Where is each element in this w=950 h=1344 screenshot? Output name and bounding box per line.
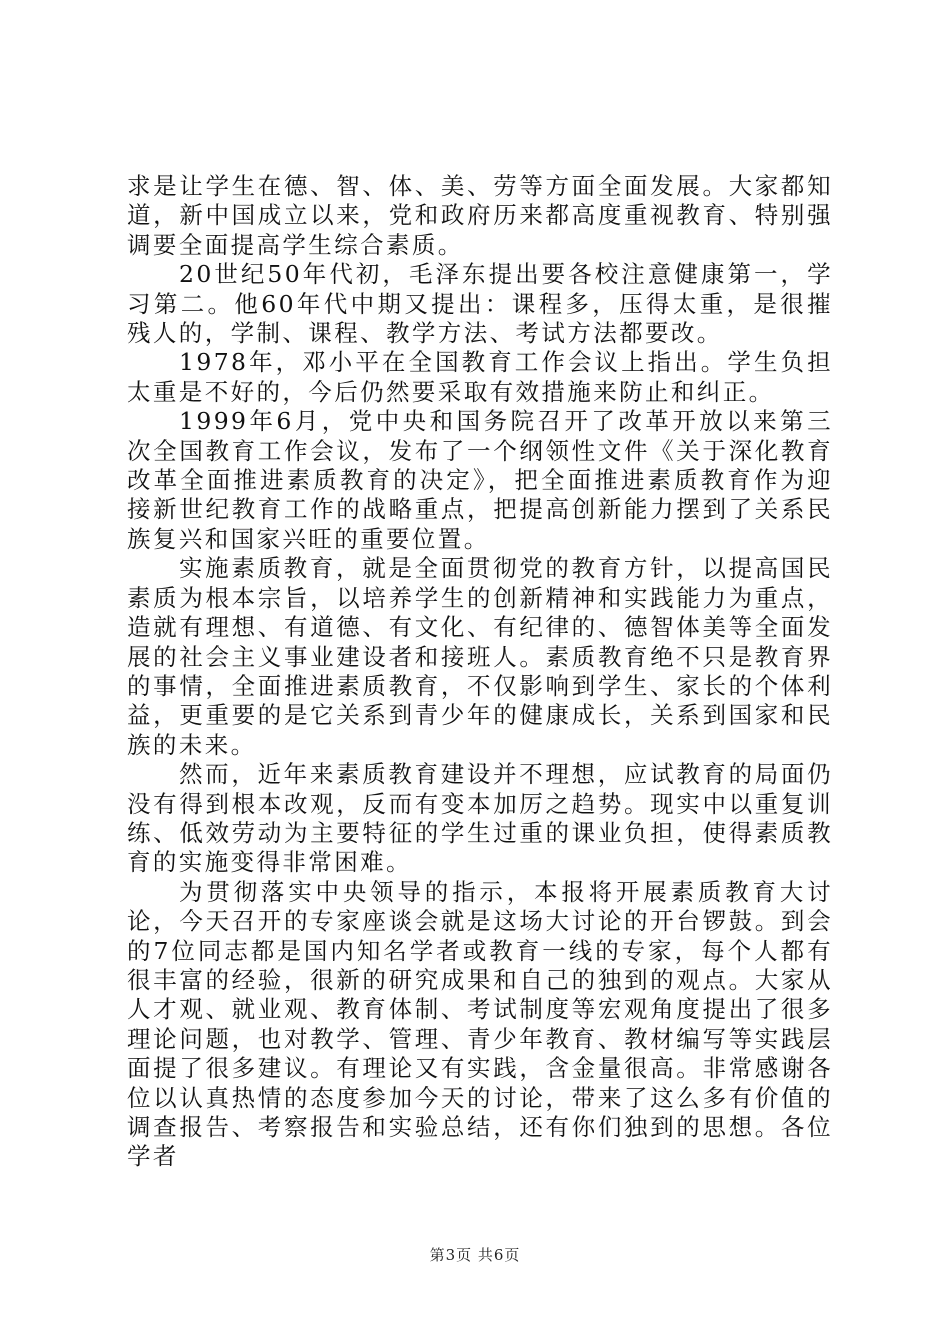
- page-number-footer: 第3页 共6页: [429, 1246, 521, 1264]
- paragraph-3: 1978年，邓小平在全国教育工作会议上指出。学生负担太重是不好的，今后仍然要采取有效措施来防止和纠正。: [127, 348, 833, 406]
- paragraph-2: 20世纪50年代初，毛泽东提出要各校注意健康第一，学习第二。他60年代中期又提出：课程多，压得太重，是很摧残人的，学制、课程、教学方法、考试方法都要改。: [127, 260, 833, 348]
- paragraph-7: 为贯彻落实中央领导的指示，本报将开展素质教育大讨论，今天召开的专家座谈会就是这场大讨论的开台锣鼓。到会的7位同志都是国内知名学者或教育一线的专家，每个人都有很丰富的经验，很新的研究成果和自己的独到的观点。大家从人才观、就业观、教育体制、考试制度等宏观角度提出了很多理论问题，也对教学、管理、青少年教育、教材编写等实践层面提了很多建议。有理论又有实践，含金量很高。非常感谢各位以认真热情的态度参加今天的讨论，带来了这么多有价值的调查报告、考察报告和实验总结，还有你们独到的思想。各位学者: [127, 877, 833, 1171]
- paragraph-6: 然而，近年来素质教育建设并不理想，应试教育的局面仍没有得到根本改观，反而有变本加厉之趋势。现实中以重复训练、低效劳动为主要特征的学生过重的课业负担，使得素质教育的实施变得非常困难。: [127, 760, 833, 877]
- paragraph-4: 1999年6月，党中央和国务院召开了改革开放以来第三次全国教育工作会议，发布了一个纲领性文件《关于深化教育改革全面推进素质教育的决定》，把全面推进素质教育作为迎接新世纪教育工作的战略重点，把提高创新能力摆到了关系民族复兴和国家兴旺的重要位置。: [127, 407, 833, 553]
- paragraph-5: 实施素质教育，就是全面贯彻党的教育方针，以提高国民素质为根本宗旨，以培养学生的创新精神和实践能力为重点，造就有理想、有道德、有文化、有纪律的、德智体美等全面发展的社会主义事业建设者和接班人。素质教育绝不只是教育界的事情，全面推进素质教育，不仅影响到学生、家长的个体利益，更重要的是它关系到青少年的健康成长，关系到国家和民族的未来。: [127, 554, 833, 759]
- paragraph-1: 求是让学生在德、智、体、美、劳等方面全面发展。大家都知道，新中国成立以来，党和政府历来都高度重视教育、特别强调要全面提高学生综合素质。: [127, 172, 833, 259]
- document-body: [127, 172, 833, 1172]
